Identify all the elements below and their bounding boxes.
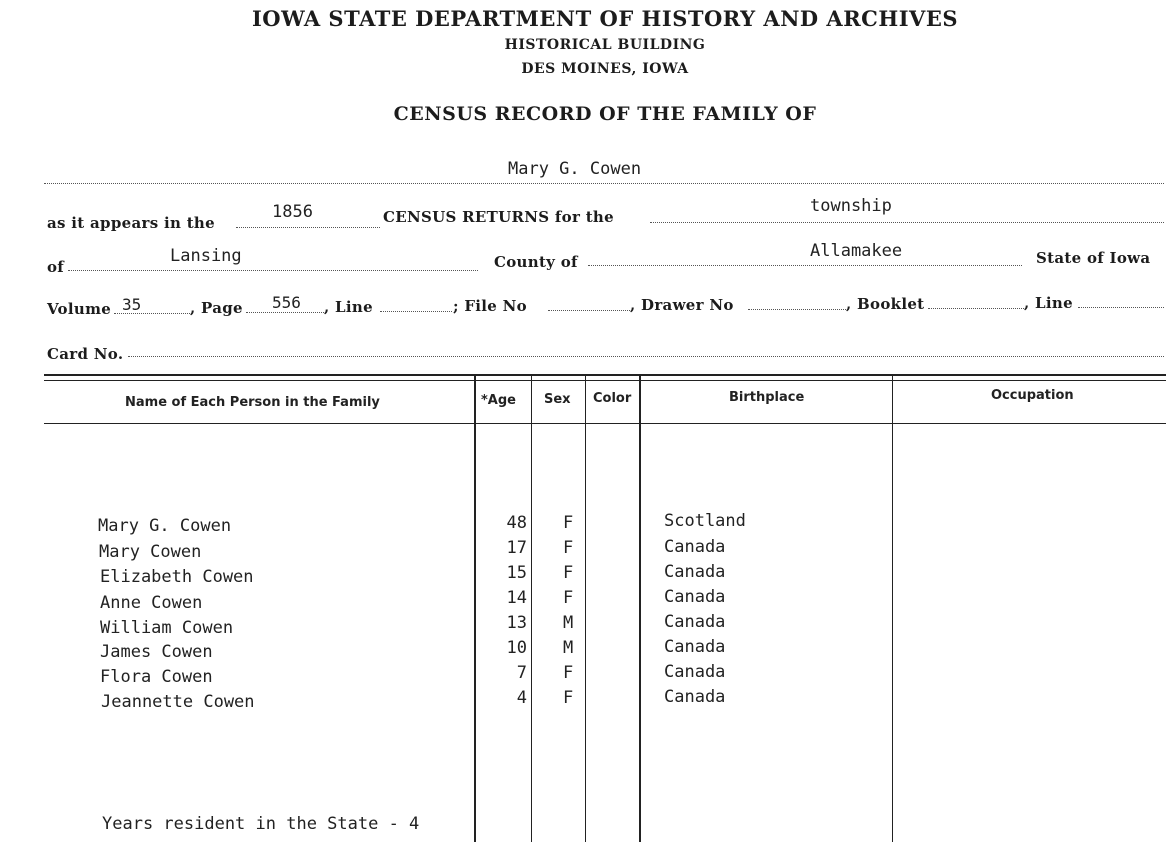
person-name: Anne Cowen bbox=[100, 593, 203, 613]
of-label: of bbox=[47, 258, 65, 276]
card-line bbox=[128, 356, 1164, 357]
person-birthplace: Canada bbox=[664, 612, 726, 632]
county-line bbox=[588, 265, 1022, 266]
divider-sex-color bbox=[585, 376, 586, 842]
person-sex: M bbox=[563, 613, 574, 633]
person-name: Mary G. Cowen bbox=[98, 516, 232, 536]
divider-name-age bbox=[474, 376, 476, 842]
header-name: Name of Each Person in the Family bbox=[125, 395, 380, 410]
booklet-line bbox=[928, 308, 1024, 309]
divider-age-sex bbox=[531, 376, 532, 842]
division-line bbox=[650, 222, 1164, 223]
year-line bbox=[236, 227, 380, 228]
header-age: *Age bbox=[481, 393, 516, 408]
volume-value: 35 bbox=[122, 295, 142, 314]
person-age: 17 bbox=[506, 538, 527, 558]
place-value: Lansing bbox=[170, 246, 242, 266]
county-value: Allamakee bbox=[810, 241, 903, 261]
person-age: 10 bbox=[506, 638, 527, 658]
city-title: DES MOINES, IOWA bbox=[521, 61, 689, 77]
line-label: , Line bbox=[324, 298, 373, 316]
page-value: 556 bbox=[272, 293, 301, 312]
person-birthplace: Canada bbox=[664, 562, 726, 582]
header-sex: Sex bbox=[544, 392, 571, 407]
person-name: Flora Cowen bbox=[100, 667, 213, 687]
person-age: 14 bbox=[506, 588, 527, 608]
county-label: County of bbox=[494, 253, 578, 271]
appears-label: as it appears in the bbox=[47, 214, 215, 232]
person-name: Mary Cowen bbox=[99, 542, 202, 562]
place-line bbox=[68, 270, 478, 271]
page-label: , Page bbox=[190, 299, 243, 317]
drawer-label: , Drawer No bbox=[630, 296, 734, 314]
family-name-value: Mary G. Cowen bbox=[508, 159, 642, 179]
file-line bbox=[548, 310, 630, 311]
person-name: Jeannette Cowen bbox=[101, 692, 255, 712]
building-title: HISTORICAL BUILDING bbox=[504, 37, 706, 53]
person-sex: F bbox=[563, 688, 574, 708]
person-birthplace: Scotland bbox=[664, 511, 746, 531]
line-number-line bbox=[380, 311, 452, 312]
person-name: William Cowen bbox=[100, 618, 234, 638]
file-label: ; File No bbox=[453, 297, 527, 315]
person-sex: F bbox=[563, 563, 574, 583]
header-birthplace: Birthplace bbox=[729, 390, 805, 405]
family-name-line bbox=[44, 183, 1164, 184]
person-birthplace: Canada bbox=[664, 662, 726, 682]
person-sex: F bbox=[563, 588, 574, 608]
line2-label: , Line bbox=[1024, 294, 1073, 312]
state-label: State of Iowa bbox=[1036, 249, 1151, 267]
volume-label: Volume bbox=[47, 300, 112, 318]
drawer-line bbox=[748, 309, 846, 310]
person-age: 15 bbox=[506, 563, 527, 583]
person-birthplace: Canada bbox=[664, 587, 726, 607]
page-line bbox=[246, 312, 324, 313]
card-label: Card No. bbox=[47, 345, 124, 363]
person-birthplace: Canada bbox=[664, 537, 726, 557]
person-name: Elizabeth Cowen bbox=[100, 567, 254, 587]
person-age: 7 bbox=[516, 663, 527, 683]
person-age: 13 bbox=[506, 613, 527, 633]
table-top-rule-2 bbox=[44, 380, 1166, 381]
returns-label: CENSUS RETURNS for the bbox=[383, 208, 614, 226]
divider-birthplace-occupation bbox=[892, 376, 893, 842]
division-value: township bbox=[810, 196, 892, 216]
header-occupation: Occupation bbox=[991, 388, 1074, 403]
booklet-label: , Booklet bbox=[846, 295, 925, 313]
person-birthplace: Canada bbox=[664, 637, 726, 657]
header-bottom-rule bbox=[44, 423, 1166, 424]
header-color: Color bbox=[593, 391, 632, 406]
department-title: IOWA STATE DEPARTMENT OF HISTORY AND ARCHIVES bbox=[251, 6, 959, 31]
person-sex: F bbox=[563, 663, 574, 683]
line2-line bbox=[1078, 307, 1164, 308]
person-sex: M bbox=[563, 638, 574, 658]
record-title: CENSUS RECORD OF THE FAMILY OF bbox=[393, 103, 817, 125]
divider-color-birthplace bbox=[639, 376, 641, 842]
person-sex: F bbox=[563, 513, 574, 533]
person-birthplace: Canada bbox=[664, 687, 726, 707]
person-sex: F bbox=[563, 538, 574, 558]
year-value: 1856 bbox=[272, 202, 313, 222]
person-name: James Cowen bbox=[100, 642, 213, 662]
table-top-rule bbox=[44, 374, 1166, 376]
person-age: 48 bbox=[506, 513, 527, 533]
person-age: 4 bbox=[516, 688, 527, 708]
residence-note: Years resident in the State - 4 bbox=[102, 814, 420, 834]
